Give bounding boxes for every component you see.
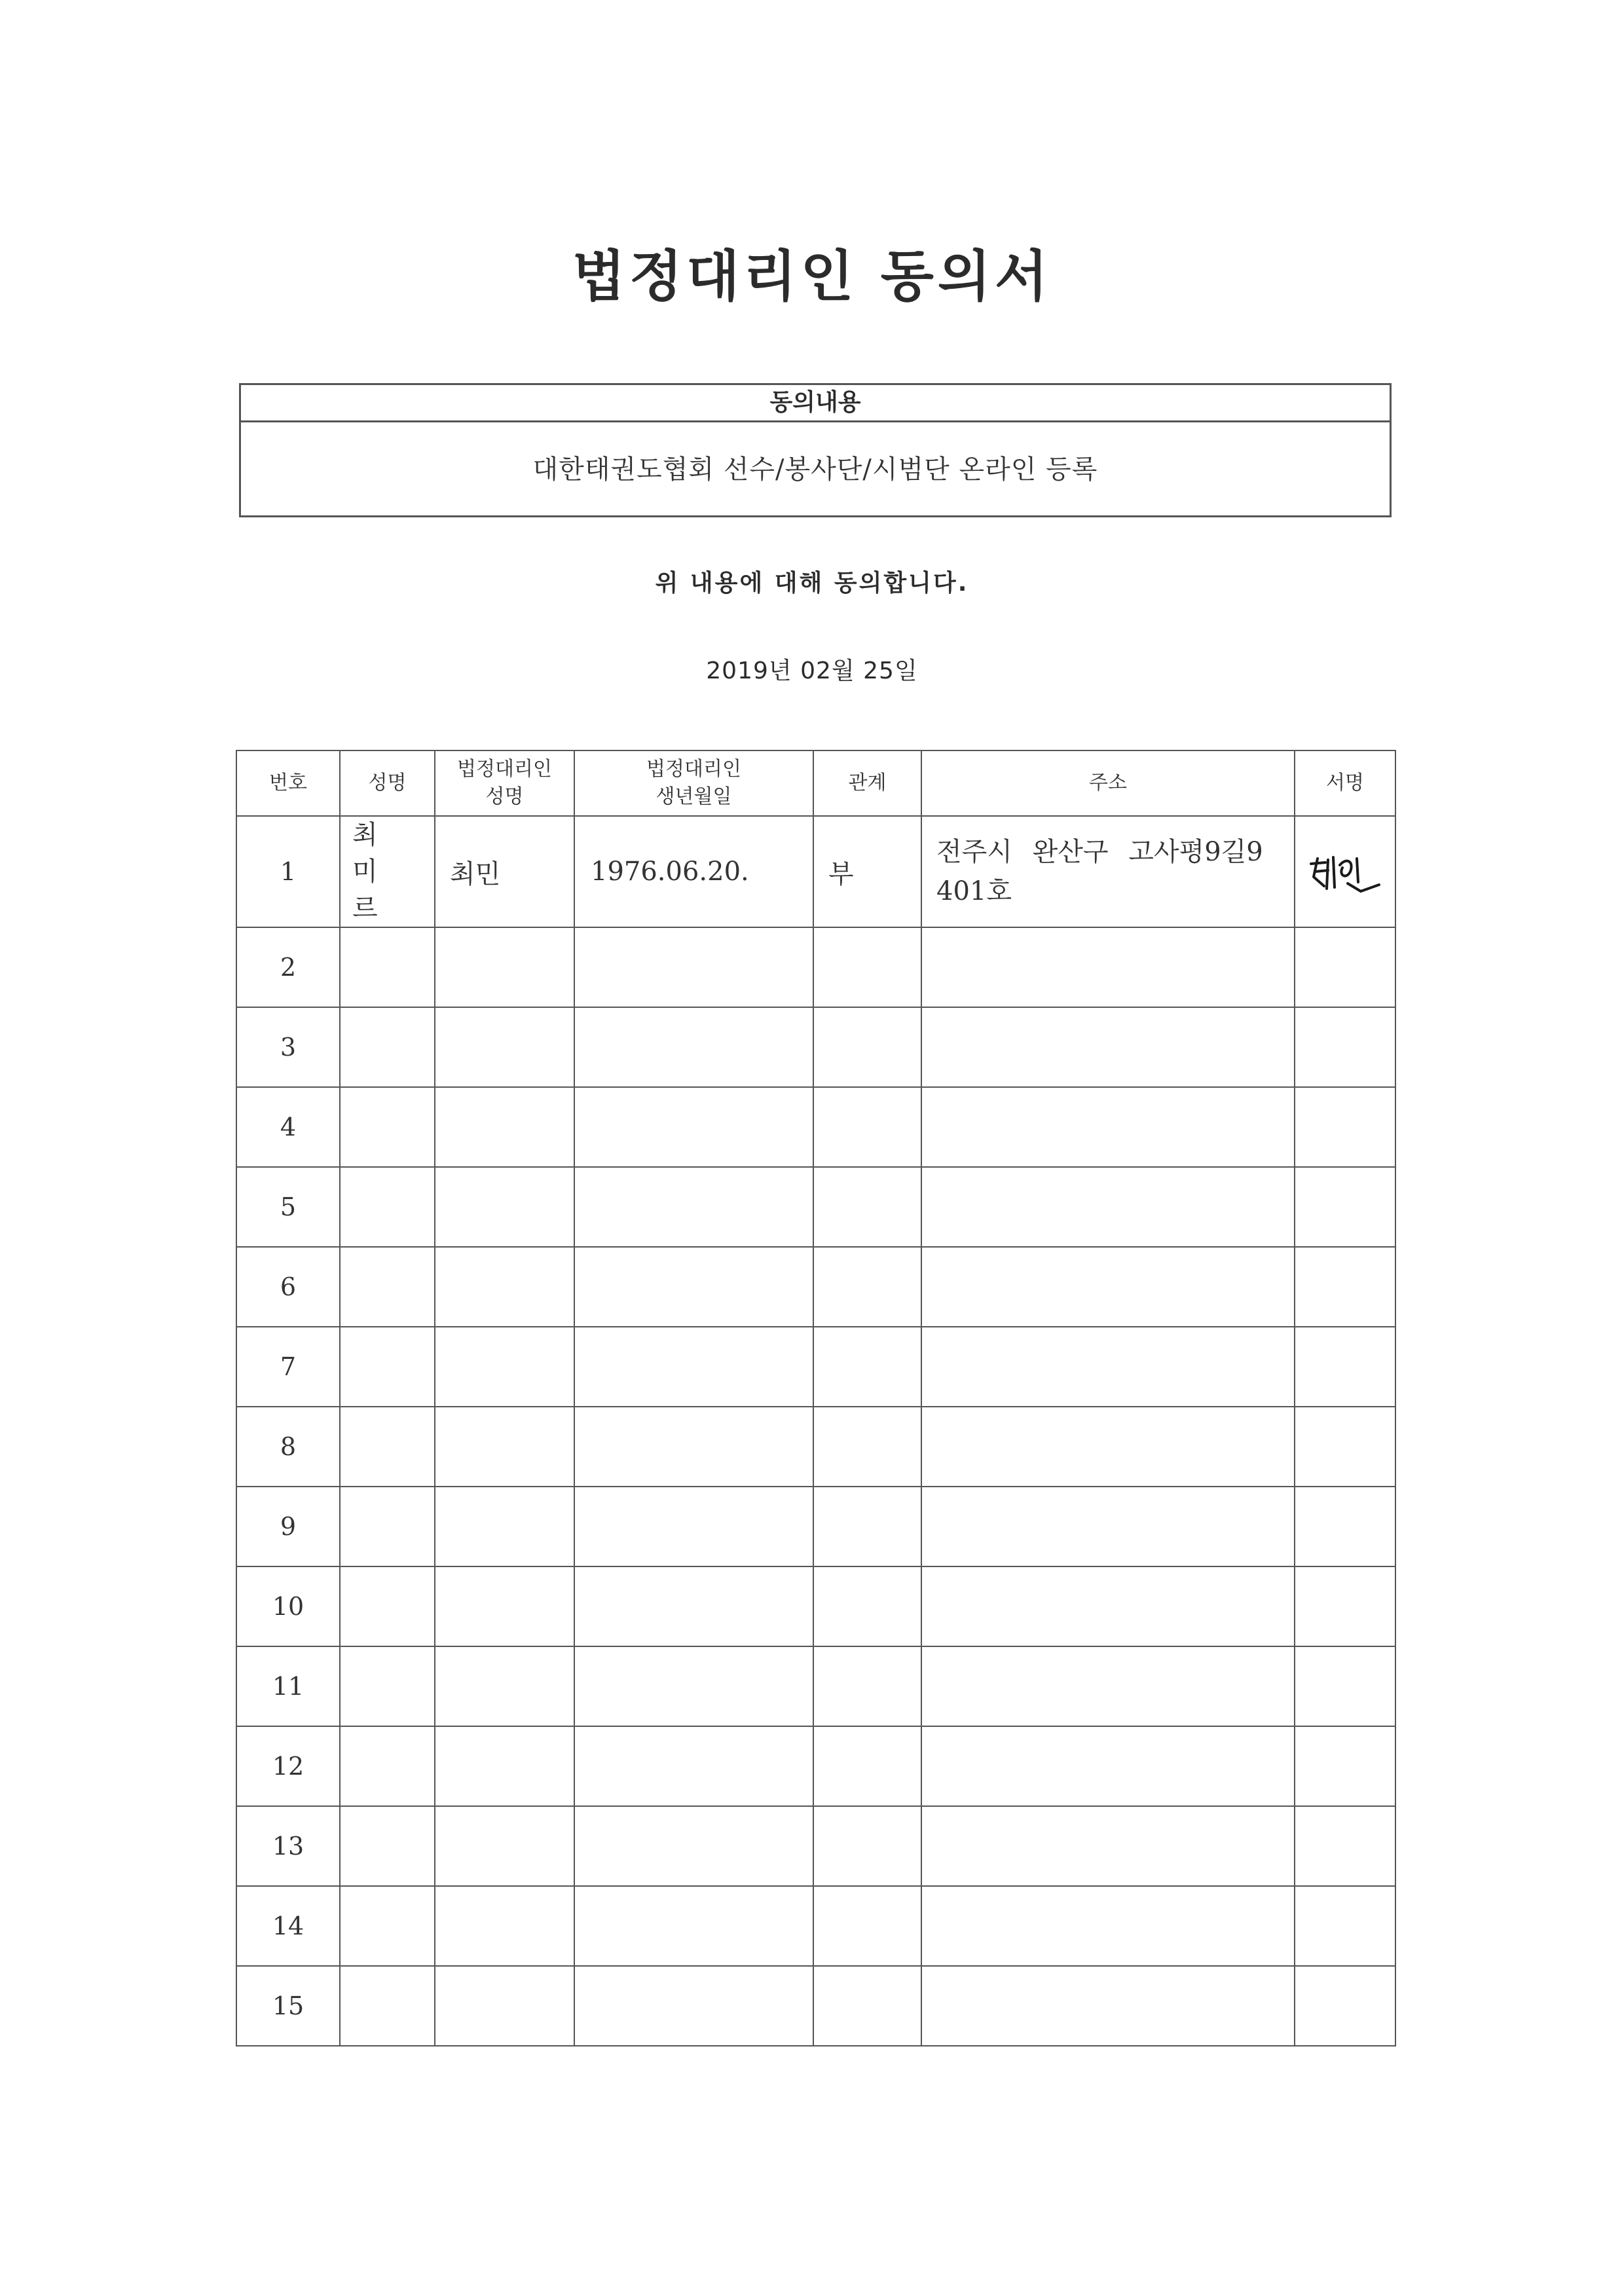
cell-name (340, 1886, 435, 1966)
header-signature: 서명 (1295, 750, 1395, 816)
handwritten-signature-icon (1306, 845, 1384, 898)
cell-number: 11 (236, 1646, 340, 1726)
cell-address (921, 816, 1295, 927)
table-row (236, 1646, 1395, 1726)
cell-address (921, 927, 1295, 1007)
cell-guardian-name (435, 1886, 574, 1966)
table-row (236, 1806, 1395, 1886)
cell-address-line1: 전주시 완산구 고사평9길9 (936, 837, 1263, 867)
cell-number: 8 (236, 1407, 340, 1487)
cell-guardian-name (435, 1327, 574, 1407)
cell-relation (813, 1886, 921, 1966)
cell-address (921, 1327, 1295, 1407)
consent-header: 동의내용 (241, 385, 1390, 422)
cell-guardian-name: 최민 (435, 816, 574, 927)
cell-number: 9 (236, 1487, 340, 1566)
header-address: 주소 (921, 750, 1295, 816)
cell-guardian-name (435, 1247, 574, 1327)
agree-statement: 위 내용에 대해 동의합니다. (655, 570, 969, 597)
cell-guardian-birth (574, 1167, 813, 1247)
cell-address-line2: 401호 (936, 876, 1012, 906)
cell-guardian-birth (574, 1886, 813, 1966)
table-header-row (236, 750, 1395, 816)
cell-signature (1295, 1566, 1395, 1646)
cell-signature (1295, 1087, 1395, 1167)
cell-address (921, 1726, 1295, 1806)
cell-name (340, 816, 435, 927)
cell-guardian-birth (574, 927, 813, 1007)
cell-name-line1: 최 미 (352, 820, 391, 887)
table-row (236, 1726, 1395, 1806)
table-row (236, 1007, 1395, 1087)
cell-relation (813, 1806, 921, 1886)
cell-relation: 부 (813, 816, 921, 927)
cell-guardian-name (435, 1646, 574, 1726)
consent-body: 대한태권도협회 선수/봉사단/시범단 온라인 등록 (532, 454, 1098, 485)
header-guardian-birth-line2: 생년월일 (655, 785, 732, 808)
cell-name (340, 1167, 435, 1247)
cell-guardian-name (435, 1806, 574, 1886)
cell-signature (1295, 816, 1395, 927)
cell-name (340, 1646, 435, 1726)
cell-relation (813, 1407, 921, 1487)
cell-number: 15 (236, 1966, 340, 2046)
cell-signature (1295, 1327, 1395, 1407)
cell-guardian-name (435, 927, 574, 1007)
cell-address (921, 1966, 1295, 2046)
cell-number: 14 (236, 1886, 340, 1966)
cell-name (340, 1726, 435, 1806)
cell-guardian-birth (574, 1087, 813, 1167)
cell-guardian-birth: 1976.06.20. (574, 816, 813, 927)
table-row (236, 1487, 1395, 1566)
cell-address (921, 1087, 1295, 1167)
cell-address (921, 1167, 1295, 1247)
header-guardian-birth-line1: 법정대리인 (646, 758, 741, 781)
cell-address (921, 1886, 1295, 1966)
consent-date: 2019년 02월 25일 (706, 657, 918, 684)
cell-address (921, 1007, 1295, 1087)
table-row (236, 927, 1395, 1007)
cell-name (340, 1566, 435, 1646)
header-guardian-name (435, 750, 574, 816)
cell-relation (813, 1167, 921, 1247)
cell-number: 3 (236, 1007, 340, 1087)
cell-guardian-birth (574, 1566, 813, 1646)
cell-name (340, 1007, 435, 1087)
guardian-consent-table (236, 750, 1396, 2046)
cell-relation (813, 1966, 921, 2046)
cell-guardian-birth (574, 1806, 813, 1886)
table-row (236, 1966, 1395, 2046)
cell-name (340, 1247, 435, 1327)
header-guardian-name-line1: 법정대리인 (457, 758, 552, 781)
cell-name (340, 1087, 435, 1167)
cell-relation (813, 927, 921, 1007)
cell-guardian-name (435, 1007, 574, 1087)
cell-signature (1295, 1646, 1395, 1726)
cell-number: 4 (236, 1087, 340, 1167)
table-row (236, 1407, 1395, 1487)
header-relation: 관계 (813, 750, 921, 816)
cell-guardian-name (435, 1167, 574, 1247)
cell-name (340, 927, 435, 1007)
header-guardian-name-line2: 성명 (485, 785, 524, 808)
cell-number: 5 (236, 1167, 340, 1247)
table-row (236, 1167, 1395, 1247)
table-row (236, 1886, 1395, 1966)
table-row (236, 1247, 1395, 1327)
consent-content-box (239, 383, 1392, 517)
table-row (236, 1327, 1395, 1407)
cell-number: 13 (236, 1806, 340, 1886)
cell-guardian-name (435, 1726, 574, 1806)
table-row (236, 1566, 1395, 1646)
header-number: 번호 (236, 750, 340, 816)
cell-signature (1295, 1247, 1395, 1327)
header-name: 성명 (340, 750, 435, 816)
cell-name (340, 1487, 435, 1566)
document-title: 법정대리인 동의서 (572, 244, 1052, 308)
cell-name (340, 1806, 435, 1886)
cell-relation (813, 1327, 921, 1407)
cell-relation (813, 1087, 921, 1167)
cell-signature (1295, 1886, 1395, 1966)
cell-guardian-name (435, 1966, 574, 2046)
cell-guardian-birth (574, 1646, 813, 1726)
cell-guardian-birth (574, 1007, 813, 1087)
cell-name-line2: 르 (352, 893, 391, 923)
cell-address (921, 1247, 1295, 1327)
header-guardian-birth (574, 750, 813, 816)
cell-name (340, 1327, 435, 1407)
cell-relation (813, 1646, 921, 1726)
cell-number: 10 (236, 1566, 340, 1646)
cell-relation (813, 1726, 921, 1806)
cell-number: 6 (236, 1247, 340, 1327)
cell-address (921, 1566, 1295, 1646)
cell-signature (1295, 1167, 1395, 1247)
cell-relation (813, 1007, 921, 1087)
table-row (236, 1087, 1395, 1167)
cell-guardian-birth (574, 1407, 813, 1487)
cell-signature (1295, 1007, 1395, 1087)
cell-number: 7 (236, 1327, 340, 1407)
cell-guardian-name (435, 1487, 574, 1566)
cell-relation (813, 1487, 921, 1566)
table-row (236, 816, 1395, 927)
cell-signature (1295, 1407, 1395, 1487)
cell-address (921, 1487, 1295, 1566)
cell-name (340, 1407, 435, 1487)
cell-address (921, 1407, 1295, 1487)
cell-signature (1295, 927, 1395, 1007)
cell-guardian-name (435, 1087, 574, 1167)
cell-relation (813, 1566, 921, 1646)
cell-guardian-birth (574, 1327, 813, 1407)
cell-number: 2 (236, 927, 340, 1007)
cell-guardian-birth (574, 1966, 813, 2046)
cell-address (921, 1646, 1295, 1726)
cell-signature (1295, 1726, 1395, 1806)
cell-name (340, 1966, 435, 2046)
cell-guardian-birth (574, 1487, 813, 1566)
cell-signature (1295, 1487, 1395, 1566)
cell-address (921, 1806, 1295, 1886)
cell-guardian-birth (574, 1247, 813, 1327)
cell-guardian-name (435, 1566, 574, 1646)
cell-relation (813, 1247, 921, 1327)
cell-signature (1295, 1966, 1395, 2046)
cell-signature (1295, 1806, 1395, 1886)
cell-number: 1 (236, 816, 340, 927)
cell-number: 12 (236, 1726, 340, 1806)
cell-guardian-name (435, 1407, 574, 1487)
cell-guardian-birth (574, 1726, 813, 1806)
